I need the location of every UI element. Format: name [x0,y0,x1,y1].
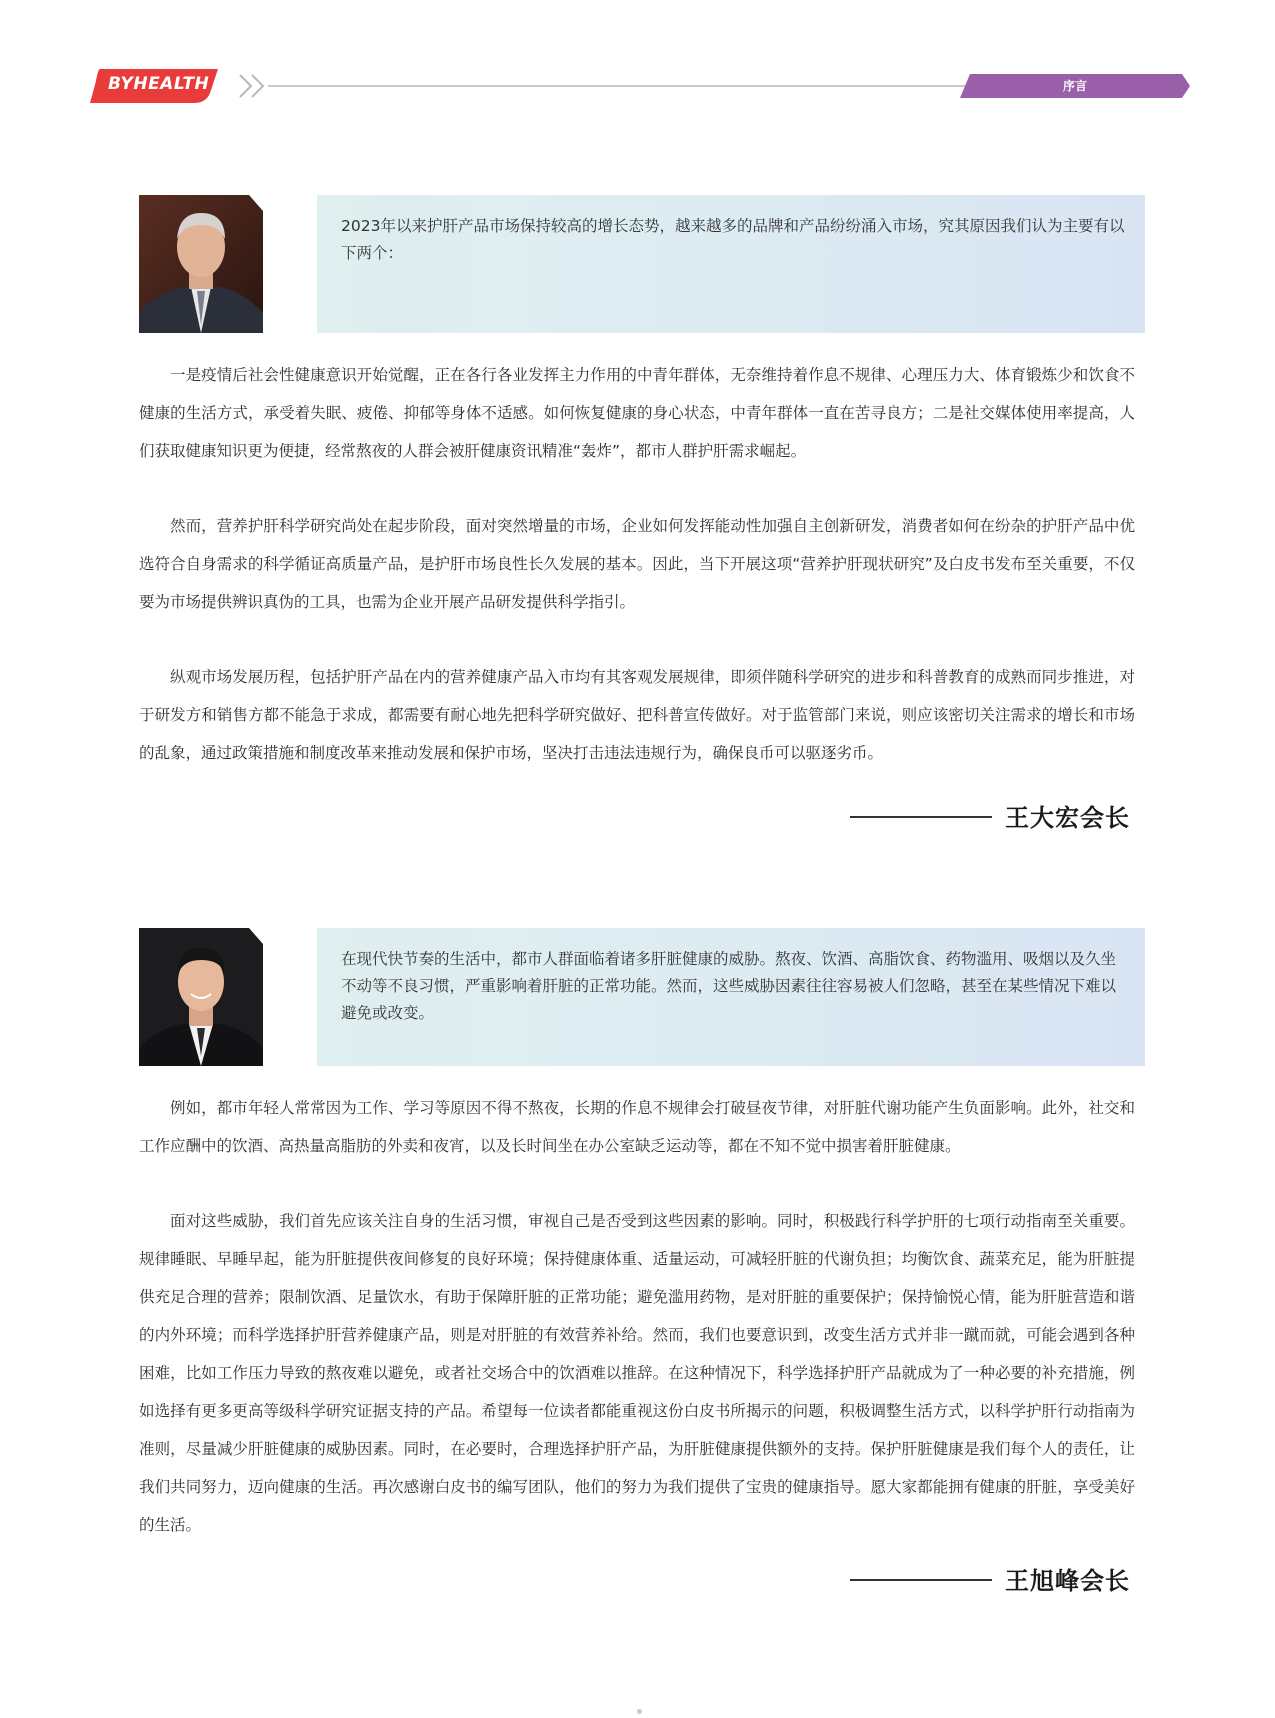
signature-dash [850,816,992,818]
header-divider [268,85,968,87]
paragraph: 面对这些威胁，我们首先应该关注自身的生活习惯，审视自己是否受到这些因素的影响。同时，积极践行科学护肝的七项行动指南至关重要。规律睡眠、早睡早起，能为肝脏提供夜间修复的良好环境；保持健康体重、适量运动，可减轻肝脏的代谢负担；均衡饮食、蔬菜充足，能为肝脏提供充足合理的营养；限制饮酒、足量饮水，有助于保障肝脏的正常功能；避免滥用药物，是对肝脏的重要保护；保持愉悦心情，能为肝脏营造和谐的内外环境；而科学选择护肝营养健康产品，则是对肝脏的有效营养补给。然而，我们也要意识到，改变生活方式并非一蹴而就，可能会遇到各种困难，比如工作压力导致的熬夜难以避免，或者社交场合中的饮酒难以推辞。在这种情况下，科学选择护肝产品就成为了一种必要的补充措施，例如选择有更多更高等级科学研究证据支持的产品。希望每一位读者都能重视这份白皮书所揭示的问题，积极调整生活方式，以科学护肝行动指南为准则，尽量减少肝脏健康的威胁因素。同时，在必要时，合理选择护肝产品，为肝脏健康提供额外的支持。保护肝脏健康是我们每个人的责任，让我们共同努力，迈向健康的生活。再次感谢白皮书的编写团队，他们的努力为我们提供了宝贵的健康指导。愿大家都能拥有健康的肝脏，享受美好的生活。 [139,1212,1135,1534]
paragraph: 一是疫情后社会性健康意识开始觉醒，正在各行各业发挥主力作用的中青年群体，无奈维持着作息不规律、心理压力大、体育锻炼少和饮食不健康的生活方式，承受着失眠、疲倦、抑郁等身体不适感。如何恢复健康的身心状态，中青年群体一直在苦寻良方；二是社交媒体使用率提高，人们获取健康知识更为便捷，经常熬夜的人群会被肝健康资讯精准“轰炸”，都市人群护肝需求崛起。 [139,366,1135,460]
page-indicator-dot [637,1709,642,1714]
signature [850,1559,1135,1599]
section-title: 序言 [1062,79,1087,93]
logo-text: BYHEALTH [108,74,210,94]
double-chevron-icon [238,73,270,99]
page-header [0,0,1275,120]
author-photo-wang-xufeng [139,928,263,1066]
paragraph: 纵观市场发展历程，包括护肝产品在内的营养健康产品入市均有其客观发展规律，即须伴随科学研究的进步和科普教育的成熟而同步推进，对于研发方和销售方都不能急于求成，都需要有耐心地先把科学研究做好、把科普宣传做好。对于监管部门来说，则应该密切关注需求的增长和市场的乱象，通过政策措施和制度改革来推动发展和保护市场，坚决打击违法违规行为，确保良币可以驱逐劣币。 [139,668,1135,762]
author-photo-wang-dahong [139,195,263,333]
paragraph: 然而，营养护肝科学研究尚处在起步阶段，面对突然增量的市场，企业如何发挥能动性加强自主创新研发，消费者如何在纷杂的护肝产品中优选符合自身需求的科学循证高质量产品，是护肝市场良性长久发展的基本。因此，当下开展这项“营养护肝现状研究”及白皮书发布至关重要，不仅要为市场提供辨识真伪的工具，也需为企业开展产品研发提供科学指引。 [139,517,1135,611]
signature [850,796,1135,836]
signature-name: 王旭峰会长 [1005,1567,1130,1595]
intro-quote-box: 在现代快节奏的生活中，都市人群面临着诸多肝脏健康的威胁。熬夜、饮酒、高脂饮食、药物滥用、吸烟以及久坐不动等不良习惯，严重影响着肝脏的正常功能。然而，这些威胁因素往往容易被人们忽略，甚至在某些情况下难以避免或改变。 [317,928,1145,1066]
signature-dash [850,1579,992,1581]
intro-quote-box: 2023年以来护肝产品市场保持较高的增长态势，越来越多的品牌和产品纷纷涌入市场，究其原因我们认为主要有以下两个： [317,195,1145,333]
signature-name: 王大宏会长 [1005,804,1130,832]
paragraph: 例如，都市年轻人常常因为工作、学习等原因不得不熬夜，长期的作息不规律会打破昼夜节律，对肝脏代谢功能产生负面影响。此外，社交和工作应酬中的饮酒、高热量高脂肪的外卖和夜宵，以及长时间坐在办公室缺乏运动等，都在不知不觉中损害着肝脏健康。 [139,1099,1135,1155]
